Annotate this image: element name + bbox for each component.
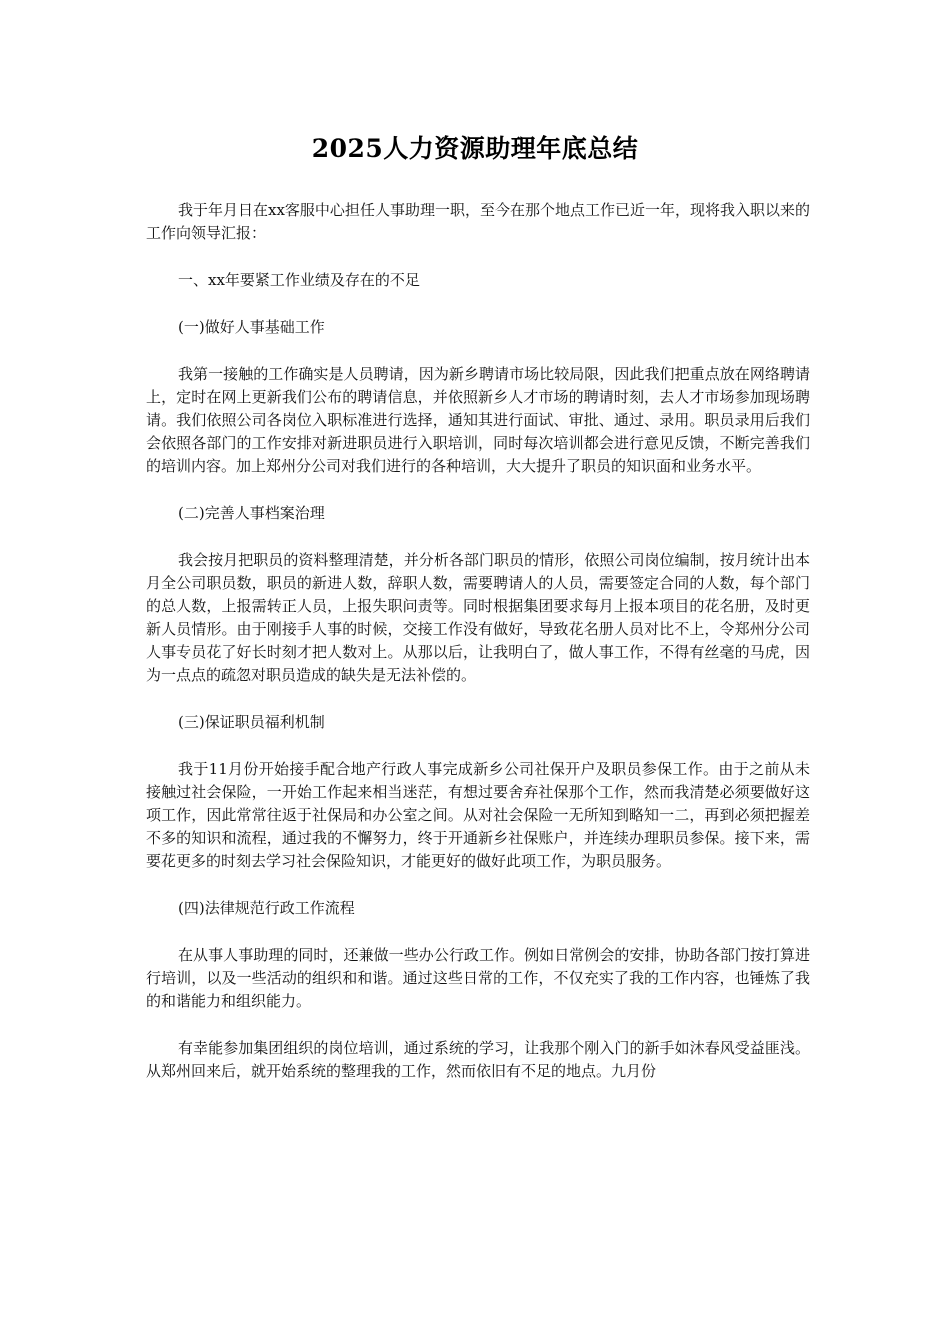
section-heading-1: 一、xx年要紧工作业绩及存在的不足 <box>178 271 420 289</box>
document-body <box>146 199 810 1107</box>
paragraph-training: 有幸能参加集团组织的岗位培训，通过系统的学习，让我那个刚入门的新手如沐春风受益匪浅。从郑州回来后，就开始系统的整理我的工作，然而依旧有不足的地点。九月份 <box>146 1039 810 1080</box>
subsection-heading-4: (四)法律规范行政工作流程 <box>178 899 355 917</box>
paragraph-recruitment: 我第一接触的工作确实是人员聘请，因为新乡聘请市场比较局限，因此我们把重点放在网络聘请上，定时在网上更新我们公布的聘请信息，并依照新乡人才市场的聘请时刻，去人才市场参加现场聘请。我们依照公司各岗位入职标准进行选择，通知其进行面试、审批、通过、录用。职员录用后我们会依照各部门的工作安排对新进职员进行入职培训，同时每次培训都会进行意见反馈，不断完善我们的培训内容。加上郑州分公司对我们进行的各种培训，大大提升了职员的知识面和业务水平。 <box>146 365 810 475</box>
document-title: 2025人力资源助理年底总结 <box>311 134 639 163</box>
subsection-heading-2: (二)完善人事档案治理 <box>178 504 325 522</box>
paragraph-admin: 在从事人事助理的同时，还兼做一些办公行政工作。例如日常例会的安排，协助各部门按打算进行培训，以及一些活动的组织和和谐。通过这些日常的工作，不仅充实了我的工作内容，也锤炼了我的和谐能力和组织能力。 <box>146 946 810 1010</box>
subsection-heading-1: (一)做好人事基础工作 <box>178 318 325 336</box>
subsection-heading-3: (三)保证职员福利机制 <box>178 713 325 731</box>
paragraph-welfare: 我于11月份开始接手配合地产行政人事完成新乡公司社保开户及职员参保工作。由于之前从未接触过社会保险，一开始工作起来相当迷茫，有想过要舍弃社保那个工作，然而我清楚必须要做好这项工作，因此常常往返于社保局和办公室之间。从对社会保险一无所知到略知一二，再到必须把握差不多的知识和流程，通过我的不懈努力，终于开通新乡社保账户，并连续办理职员参保。接下来，需要花更多的时刻去学习社会保险知识，才能更好的做好此项工作，为职员服务。 <box>146 760 810 870</box>
paragraph-intro: 我于年月日在xx客服中心担任人事助理一职，至今在那个地点工作已近一年，现将我入职以来的工作向领导汇报： <box>146 201 810 242</box>
paragraph-archives: 我会按月把职员的资料整理清楚，并分析各部门职员的情形，依照公司岗位编制，按月统计出本月全公司职员数，职员的新进人数，辞职人数，需要聘请人的人员，需要签定合同的人数，每个部门的总人数，上报需转正人员，上报失职问责等。同时根据集团要求每月上报本项目的花名册，及时更新人员情形。由于刚接手人事的时候，交接工作没有做好，导致花名册人员对比不上，令郑州分公司人事专员花了好长时刻才把人数对上。从那以后，让我明白了，做人事工作，不得有丝毫的马虎，因为一点点的疏忽对职员造成的缺失是无法补偿的。 <box>146 551 810 684</box>
